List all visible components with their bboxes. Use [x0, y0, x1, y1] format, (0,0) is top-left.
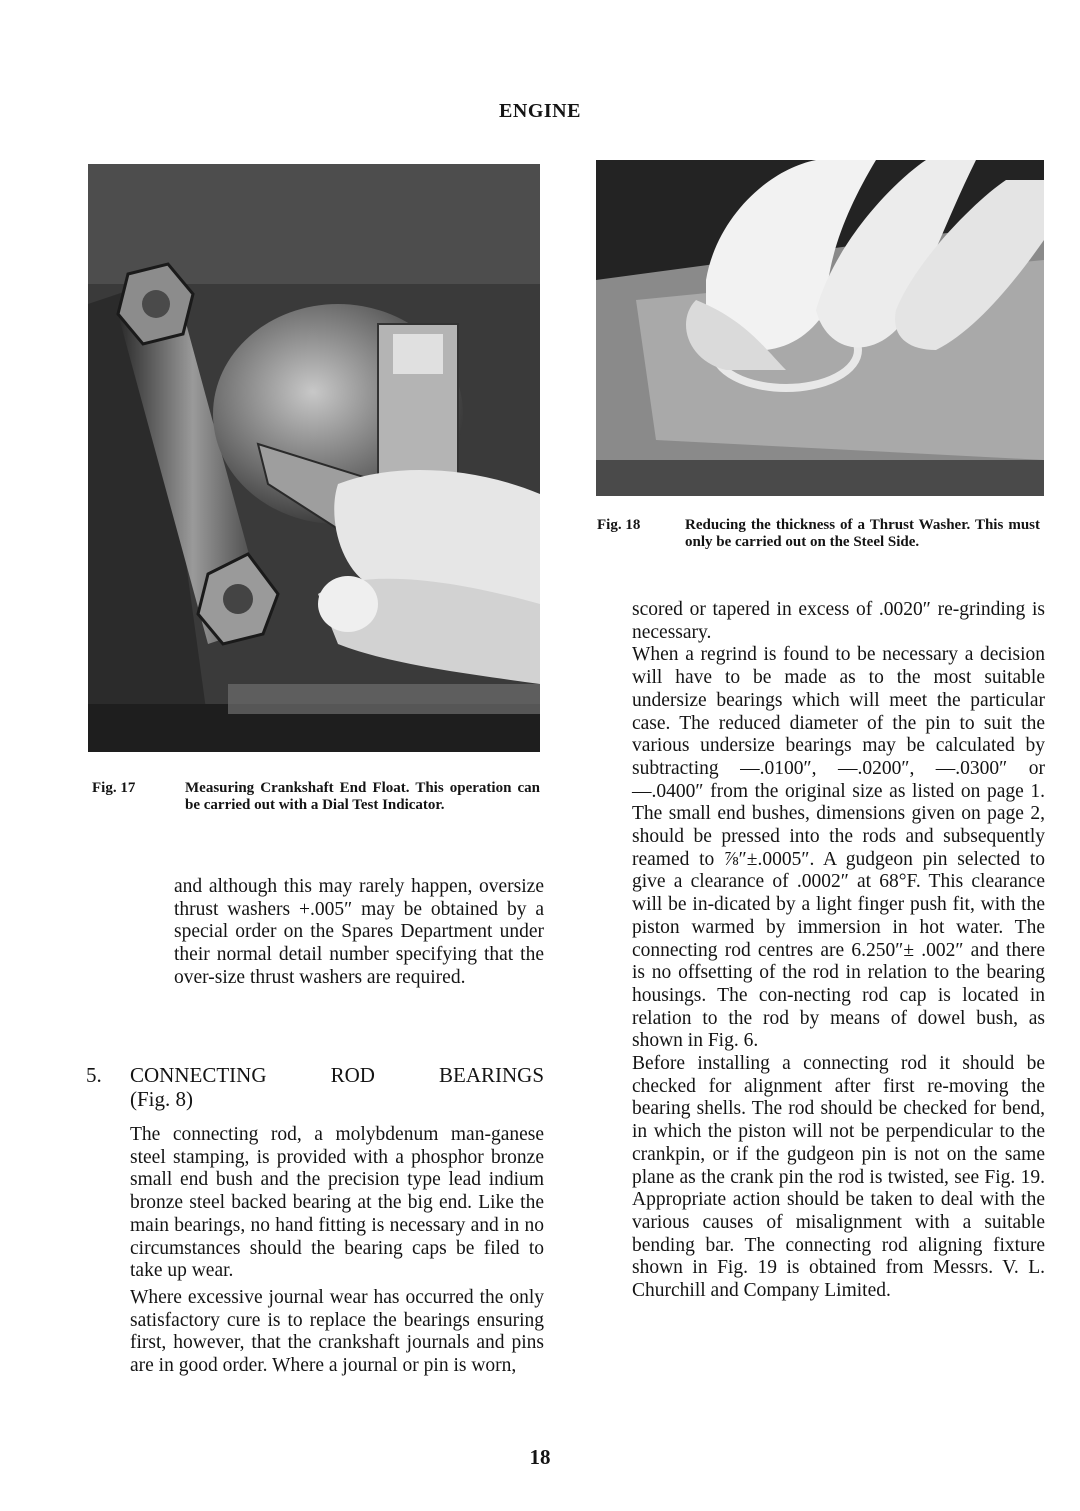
fig18-label: Fig. 18 — [597, 517, 641, 533]
fig17-caption — [92, 780, 542, 836]
fig18-illustration — [596, 160, 1044, 496]
section-number: 5. — [86, 1063, 102, 1087]
fig17-caption-text: Measuring Crankshaft End Float. This operation can be carried out with a Dial Test Indicator. — [185, 780, 540, 813]
fig18-caption-text: Reducing the thickness of a Thrust Washer. This must only be carried out on the Steel Side. — [685, 517, 1040, 550]
paragraph: and although this may rarely happen, oversize thrust washers +.005″ may be obtained by a special order on the Spares Department under their normal detail number specifying that the over-size thrust washers are required. — [174, 876, 544, 988]
paragraph: When a regrind is found to be necessary a decision will have to be made as to the most suitable undersize bearings which will meet the particular case. The reduced diameter of the pin to suit the various undersize bearings may be calculated by subtracting —.0100″, —.0200″, —.0300″ or —.0400″ from the original size as listed on page 1. The small end bushes, dimensions given on page 2, should be pressed into the rods and subsequently reamed to ⅞″±.0005″. A gudgeon pin selected to give a clearance of .0002″ at 68°F. This clearance will be in-dicated by a light finger push fit, with the piston warmed by immersion in hot water. The connecting rod centres are 6.250″± .002″ and there is no offsetting of the rod in relation to the bearing housings. The con-necting rod cap is located in relation to the rod by means of dowel bush, as shown in Fig. 6. — [632, 644, 1045, 1052]
fig18-caption — [597, 517, 1042, 573]
fig17-photo — [88, 164, 540, 752]
right-column-body — [632, 599, 1045, 1303]
section-title: CONNECTING ROD BEARINGS — [130, 1063, 544, 1087]
fig17-label: Fig. 17 — [92, 780, 136, 796]
section-figure-ref: (Fig. 8) — [130, 1087, 193, 1111]
left-column-body — [130, 1124, 544, 1378]
paragraph: scored or tapered in excess of .0020″ re-grinding is necessary. — [632, 599, 1045, 643]
fig18-photo — [596, 160, 1044, 496]
paragraph: Where excessive journal wear has occurred the only satisfactory cure is to replace the bearings ensuring first, however, that the crankshaft journals and pins are in good order. Where a journal or pin is worn, — [130, 1286, 544, 1377]
paragraph: Before installing a connecting rod it should be checked for alignment after first re-moving the bearing shells. The rod should be checked for bend, in which the piston will not be perpendicular to the crankpin, or if the gudgeon pin is not on the same plane as the crank pin the rod is twisted, see Fig. 19. Appropriate action should be taken to deal with the various causes of misalignment with a suitable bending bar. The connecting rod aligning fixture shown in Fig. 19 is obtained from Messrs. V. L. Churchill and Company Limited. — [632, 1053, 1045, 1302]
page-header: ENGINE — [499, 100, 581, 122]
paragraph: The connecting rod, a molybdenum man-ganese steel stamping, is provided with a phosphor bronze small end bush and the precision type lead indium bronze steel backed bearing at the big end. Like the main bearings, no hand fitting is necessary and in no circumstances should the bearing caps be filed to take up wear. — [130, 1124, 544, 1282]
fig17-illustration — [88, 164, 540, 752]
page-number: 18 — [529, 1445, 551, 1469]
left-column-continuation — [174, 876, 544, 990]
